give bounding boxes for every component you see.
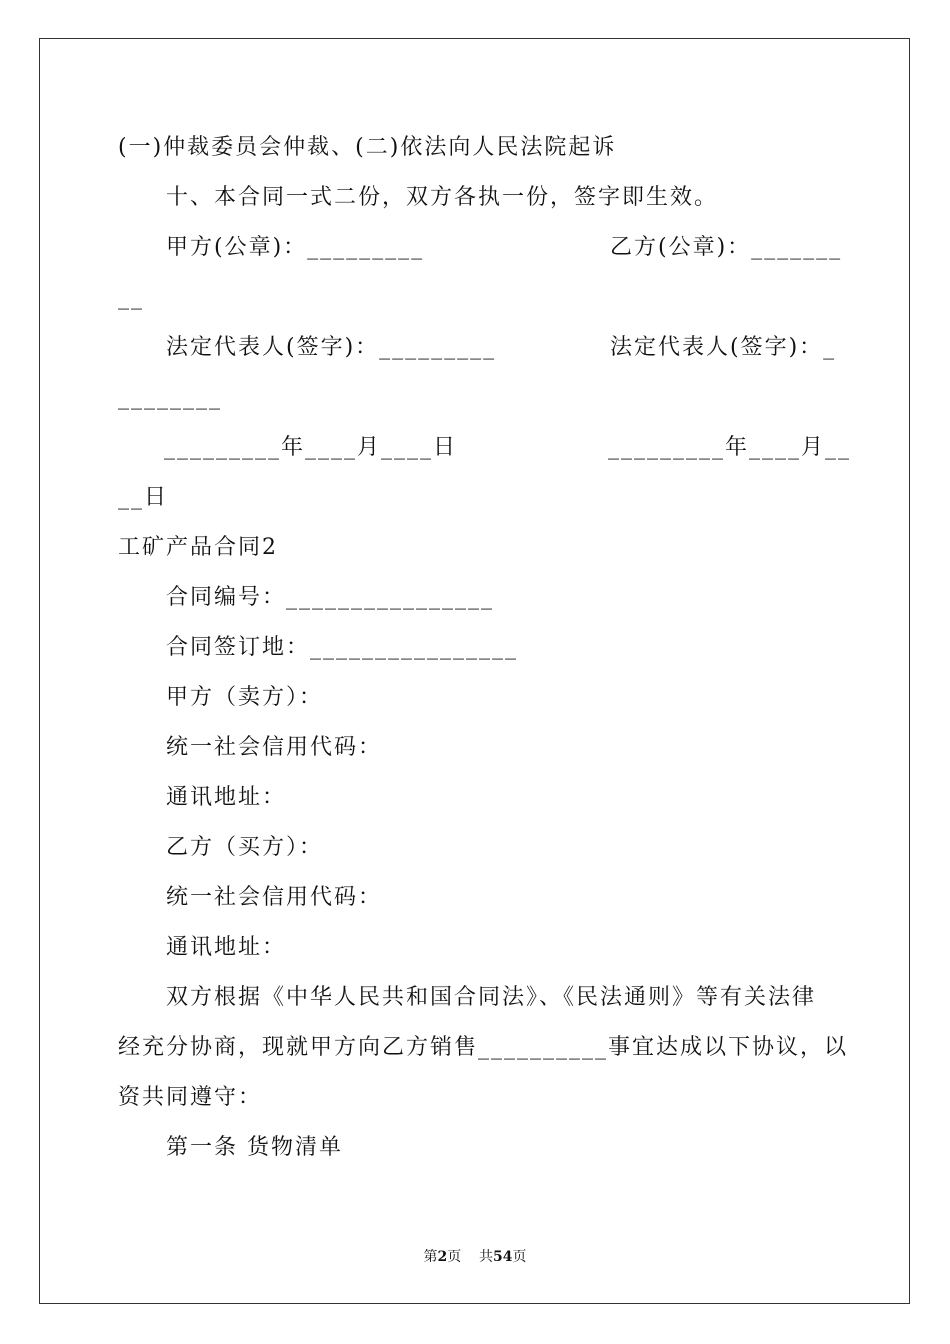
page-footer [0, 1246, 950, 1266]
party-b-date: _________年____月__ [608, 435, 852, 460]
credit-code-b: 统一社会信用代码： [166, 885, 383, 910]
credit-code-a: 统一社会信用代码： [166, 735, 383, 760]
text-line: __ [118, 285, 144, 310]
party-b-seal-label: 乙方(公章)：_______ [610, 235, 843, 260]
contract-number: 合同编号：________________ [166, 585, 495, 610]
page-prefix: 第 [423, 1249, 438, 1265]
paragraph-line: 资共同遵守： [118, 1085, 263, 1110]
article-heading: 第一条 货物清单 [166, 1135, 343, 1160]
party-a-seller: 甲方（卖方）： [166, 685, 324, 710]
section-title: 工矿产品合同2 [118, 535, 278, 560]
total-suffix: 页 [512, 1249, 527, 1265]
total-prefix: 共 [479, 1249, 494, 1265]
text-line: 十、本合同一式二份，双方各执一份，签字即生效。 [166, 185, 719, 210]
text-line: __日 [118, 485, 169, 510]
party-a-date: _________年____月____日 [164, 435, 458, 460]
page-number: 2 [437, 1249, 448, 1265]
contract-place: 合同签订地：________________ [166, 635, 519, 660]
paragraph-line: 经充分协商，现就甲方向乙方销售__________事宜达成以下协议，以 [118, 1035, 849, 1060]
text-line: (一)仲裁委员会仲裁、(二)依法向人民法院起诉 [118, 135, 617, 160]
text-line: ________ [118, 385, 222, 410]
party-a-representative: 法定代表人(签字)：_________ [166, 335, 497, 360]
paragraph-line: 双方根据《中华人民共和国合同法》、《民法通则》等有关法律 [166, 985, 817, 1010]
address-b: 通讯地址： [166, 935, 287, 960]
page-border [39, 38, 910, 1304]
address-a: 通讯地址： [166, 785, 287, 810]
party-b-representative: 法定代表人(签字)：_ [610, 335, 837, 360]
total-pages: 54 [493, 1249, 513, 1265]
party-b-buyer: 乙方（买方）： [166, 835, 324, 860]
page-suffix: 页 [447, 1249, 462, 1265]
party-a-seal-label: 甲方(公章)：_________ [166, 235, 425, 260]
